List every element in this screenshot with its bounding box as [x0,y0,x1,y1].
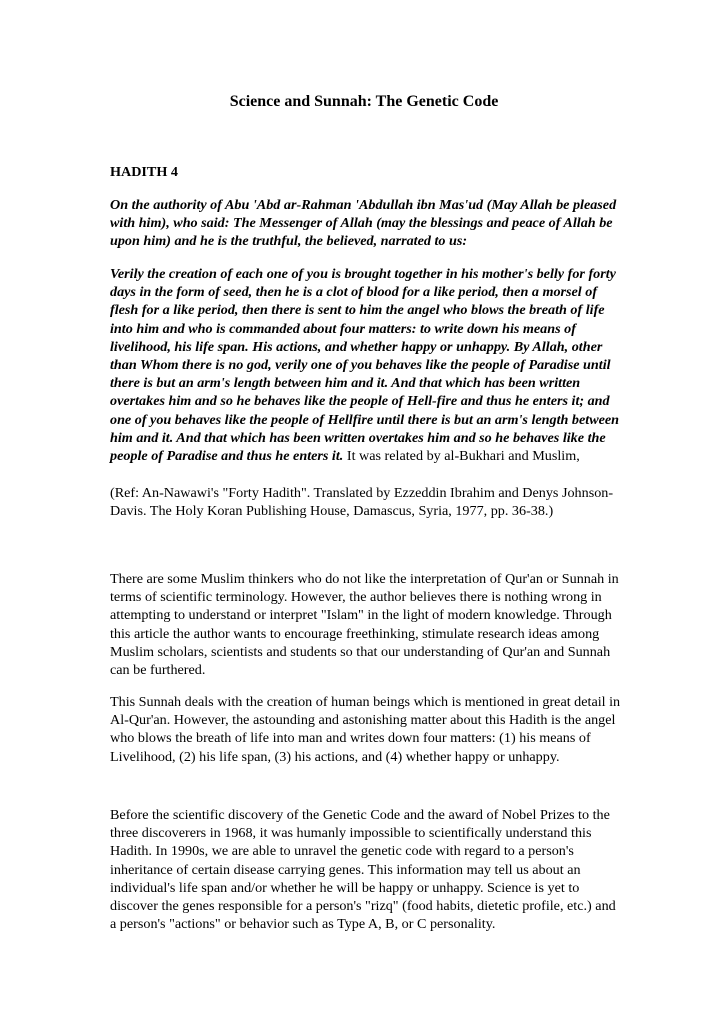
hadith-text-emphasis: Verily the creation of each one of you is brought together in his mother's belly for forty days in the form of seed, then he is a clot of blood for a like period, then a morsel of flesh for a like period, then there is sent to him the angel who blows the breath of life into him and who is commanded about four matters: to write down his means of livelihood, his life span. His actions, and whether happy or unhappy. By Allah, other than Whom there is no god, verily one of you behaves like the people of Paradise until there is but an arm's length between him and it. And that which has been written overtakes him and so he behaves like the people of Hell-fire and thus he enters it; and one of you behaves like the people of Hellfire until there is but an arm's length between him and it. And that which has been written overtakes him and so he behaves like the people of Paradise and thus he enters it. [110,266,620,465]
document-title: Science and Sunnah: The Genetic Code [229,93,499,110]
body-paragraph-3: Before the scientific discovery of the Genetic Code and the award of Nobel Prizes to the three discoverers in 1968, it was humanly impossible to scientifically understand this Hadith. In 1990s, we are able to unravel the genetic code with regard to a person's inheritance of certain disease carrying genes. This information may tell us about an individual's life span and/or whether he will be happy or unhappy. Science is yet to discover the genes responsible for a person's "rizq" (food habits, dietetic profile, etc.) and a person's "actions" or behavior such as Type A, B, or C personality. [110,807,616,933]
hadith-text-attribution: It was related by al-Bukhari and Muslim, [343,448,580,465]
hadith-narration: On the authority of Abu 'Abd ar-Rahman 'Abdullah ibn Mas'ud (May Allah be pleased with him), who said: The Messenger of Allah (may the blessings and peace of Allah be upon him) and he is the truthful, the believed, narrated to us: [110,197,617,250]
hadith-heading: HADITH 4 [110,164,178,180]
body-paragraph-1: There are some Muslim thinkers who do not like the interpretation of Qur'an or Sunnah in terms of scientific terminology. However, the author believes there is nothing wrong in attempting to understand or interpret "Islam" in the light of modern knowledge. Through this article the author wants to encourage freethinking, stimulate research ideas among Muslim scholars, scientists and students so that our understanding of Qur'an and Sunnah can be furthered. [110,571,619,679]
hadith-text [110,265,622,465]
reference-citation: (Ref: An-Nawawi's "Forty Hadith". Translated by Ezzeddin Ibrahim and Denys Johnson-Davis. The Holy Koran Publishing House, Damascus, Syria, 1977, pp. 36-38.) [110,485,614,520]
body-paragraph-2: This Sunnah deals with the creation of human beings which is mentioned in great detail in Al-Qur'an. However, the astounding and astonishing matter about this Hadith is the angel who blows the breath of life into man and writes down four matters: (1) his means of Livelihood, (2) his life span, (3) his actions, and (4) whether happy or unhappy. [110,694,621,765]
